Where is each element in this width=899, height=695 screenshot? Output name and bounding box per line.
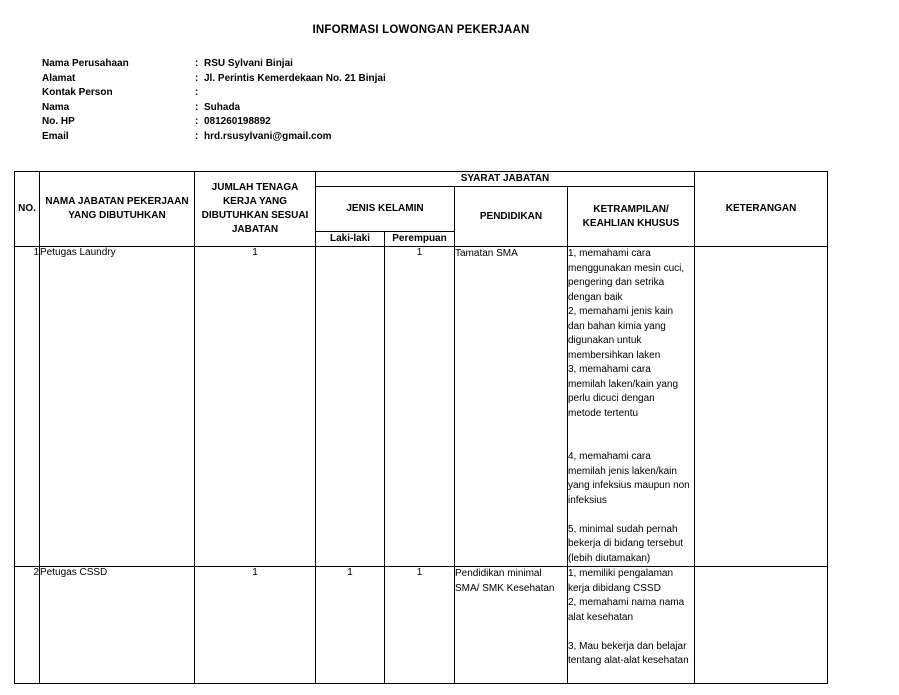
info-row-name [42,101,386,116]
row-pendidikan [455,247,568,567]
row-laki [316,247,385,567]
pendidikan-line: SMA/ SMK Kesehatan [455,582,555,594]
info-label: No. HP [42,116,75,127]
header-laki: Laki-laki [316,232,385,247]
skill-line: 2, memahami jenis kain [568,306,674,317]
skill-line: 1, memiliki pengalaman [568,568,674,579]
row-laki: 1 [316,567,385,684]
info-value: hrd.rsusylvani@gmail.com [204,130,332,142]
info-label: Kontak Person [42,87,113,98]
row-perempuan: 1 [385,247,455,567]
skill-line: pengering dan setrika [568,277,665,288]
info-label: Email [42,130,69,142]
info-label: Alamat [42,72,76,84]
row-no: 2 [15,567,40,684]
header-jenis-kelamin: JENIS KELAMIN [316,187,455,232]
skill-line: digunakan untuk [568,335,642,346]
row-jumlah: 1 [195,567,316,684]
row-perempuan: 1 [385,567,455,684]
info-colon: : [195,58,199,69]
info-colon: : [195,87,199,98]
info-value: RSU Sylvani Binjai [204,58,293,69]
header-ketrampilan: KETRAMPILAN/ KEAHLIAN KHUSUS [568,187,695,247]
header-syarat: SYARAT JABATAN [316,172,695,187]
info-row-email [42,130,386,145]
row-no: 1 [15,247,40,567]
skill-line: membersihkan laken [568,349,661,361]
header-pendidikan: PENDIDIKAN [455,187,568,247]
row-pendidikan [455,567,568,684]
skill-line: yang infeksius maupun non [568,480,690,491]
header-jumlah: JUMLAH TENAGA KERJA YANG DIBUTUHKAN SESUAI JABATAN [195,172,316,247]
skill-line: 4, memahami cara [568,451,651,462]
skill-line: 3, memahami cara [568,364,651,375]
table-row [15,567,828,684]
info-colon: : [195,116,199,127]
skill-line: perlu dicuci dengan [568,393,655,404]
info-colon: : [195,130,199,142]
skill-line: dengan baik [568,291,623,303]
skill-line: bekerja di bidang tersebut [568,538,684,549]
vacancy-table [14,171,828,684]
table-row [15,247,828,567]
info-label: Nama [42,101,70,113]
info-label: Nama Perusahaan [42,58,129,69]
row-jabatan: Petugas CSSD [40,567,195,684]
company-info [42,57,386,144]
pendidikan-line: Tamatan SMA [455,248,518,259]
pendidikan-line: Pendidikan minimal [455,568,542,579]
page-title: INFORMASI LOWONGAN PEKERJAAN [312,24,530,36]
skill-line: memilah laken/kain yang [568,378,679,390]
row-jumlah: 1 [195,247,316,567]
info-value: Jl. Perintis Kemerdekaan No. 21 Binjai [204,72,386,84]
skill-line: infeksius [568,494,607,506]
skill-line: alat kesehatan [568,611,634,623]
info-row-phone [42,115,386,130]
skill-line: tentang alat-alat kesehatan [568,655,689,666]
header-perempuan: Perempuan [385,232,455,247]
skill-line: menggunakan mesin cuci, [568,262,685,274]
skill-line: metode tertentu [568,407,639,419]
info-row-company [42,57,386,72]
skill-line: 5, minimal sudah pernah [568,523,678,535]
skill-line: memilah jenis laken/kain [568,465,677,477]
skill-line: 3, Mau bekerja dan belajar [568,640,687,652]
row-skills [568,567,695,684]
info-row-contact [42,86,386,101]
info-row-address [42,72,386,87]
info-colon: : [195,72,199,84]
header-no: NO. [15,172,40,247]
skill-line: dan bahan kimia yang [568,320,666,332]
header-keterangan: KETERANGAN [695,172,828,247]
row-keterangan [695,247,828,567]
skill-line: 1, memahami cara [568,248,651,259]
info-value: 081260198892 [204,116,271,127]
row-keterangan [695,567,828,684]
row-jabatan: Petugas Laundry [40,247,195,567]
info-colon: : [195,101,199,113]
skill-line: (lebih diutamakan) [568,552,651,564]
skill-line: 2, memahami nama nama [568,597,685,608]
header-jabatan: NAMA JABATAN PEKERJAAN YANG DIBUTUHKAN [40,172,195,247]
row-skills [568,247,695,567]
skill-line: kerja dibidang CSSD [568,582,661,594]
info-value: Suhada [204,101,241,113]
